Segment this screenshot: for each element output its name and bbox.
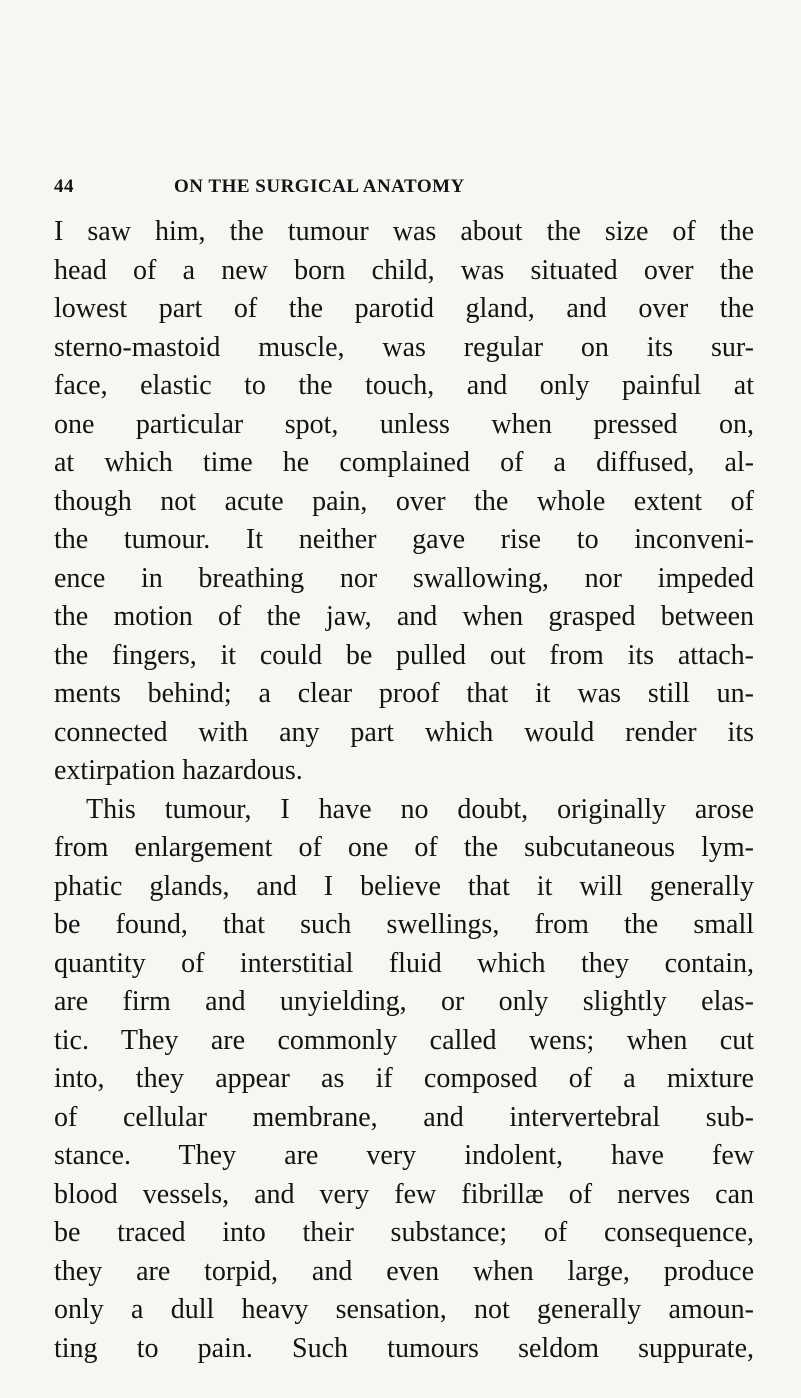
paragraph-start-line: This tumour, I have no doubt, originally arose (86, 793, 754, 825)
text-line: the tumour. It neither gave rise to inconveni- (54, 524, 754, 555)
text-line: extirpation hazardous. (54, 755, 303, 786)
text-line: tic. They are commonly called wens; when cut (54, 1024, 754, 1056)
text-line: blood vessels, and very few fibrillæ of nerves can (54, 1178, 754, 1210)
text-line: ence in breathing nor swallowing, nor impeded (54, 562, 754, 594)
running-title: ON THE SURGICAL ANATOMY (174, 176, 465, 197)
text-line: lowest part of the parotid gland, and over the (54, 293, 754, 324)
text-line: the motion of the jaw, and when grasped between (54, 601, 754, 632)
text-line: sterno-mastoid muscle, was regular on its sur- (54, 331, 754, 363)
text-line: though not acute pain, over the whole extent of (54, 485, 754, 517)
text-line: stance. They are very indolent, have few (54, 1140, 754, 1171)
text-line: only a dull heavy sensation, not generally amoun- (54, 1294, 754, 1325)
text-line: at which time he complained of a diffused, al- (54, 447, 754, 478)
text-line: they are torpid, and even when large, produce (54, 1255, 754, 1287)
text-line: connected with any part which would render its (54, 716, 754, 748)
text-line: are firm and unyielding, or only slightly elas- (54, 986, 754, 1017)
page-number: 44 (54, 176, 74, 197)
text-line: face, elastic to the touch, and only painful at (54, 370, 754, 401)
text-line: head of a new born child, was situated over the (54, 254, 754, 286)
text-line: from enlargement of one of the subcutaneous lym- (54, 832, 754, 863)
text-line: of cellular membrane, and intervertebral sub- (54, 1101, 754, 1133)
text-line: quantity of interstitial fluid which they contain, (54, 947, 754, 979)
text-line: into, they appear as if composed of a mixture (54, 1063, 754, 1094)
text-line: ments behind; a clear proof that it was still un- (54, 678, 754, 709)
text-line: the fingers, it could be pulled out from its attach- (54, 639, 754, 671)
text-line: one particular spot, unless when pressed on, (54, 408, 754, 440)
text-line: phatic glands, and I believe that it will generally (54, 870, 754, 902)
text-line: be found, that such swellings, from the small (54, 909, 754, 940)
running-header (54, 176, 754, 202)
text-line: be traced into their substance; of consequence, (54, 1217, 754, 1248)
text-line: I saw him, the tumour was about the size of the (54, 216, 754, 247)
body-text (54, 213, 754, 1368)
text-line: ting to pain. Such tumours seldom suppurate, (54, 1332, 754, 1364)
